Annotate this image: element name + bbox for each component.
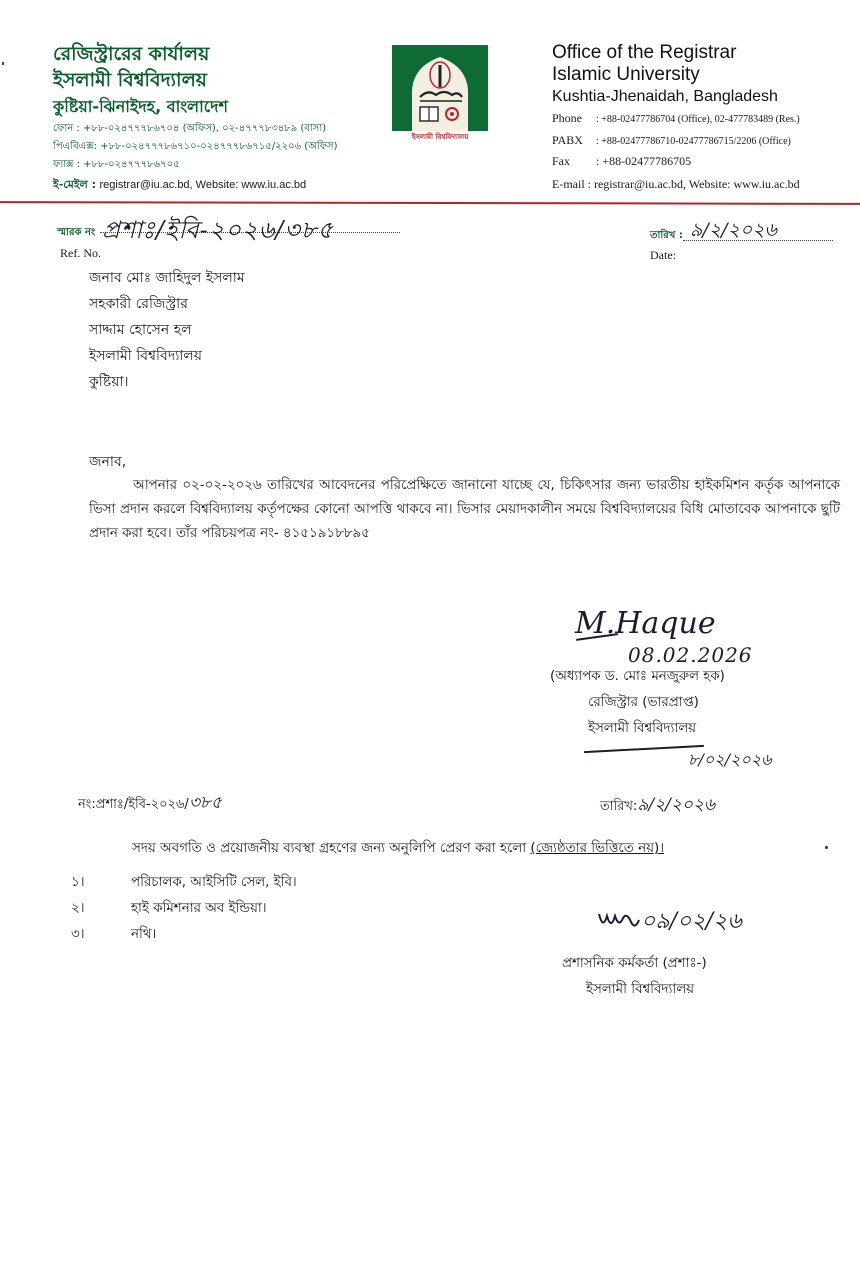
recipient-item: হাই কমিশনার অব ইন্ডিয়া। [131,901,267,916]
fax-value: : +88-02477786705 [596,154,692,168]
letterhead-fax-en [552,154,691,169]
ref-label-en: Ref. No. [60,246,101,260]
letterhead-office-bn: রেজিস্ট্রারের কার্যালয় [53,43,210,65]
letterhead-office-en: Office of the Registrar [552,42,737,63]
recipient-number: ২। [71,901,85,916]
initial-date: ৮/০২/২০২৬ [688,750,772,769]
pabx-value: : +88-02477786710-02477786715/2206 (Office) [596,136,791,147]
letterhead-email-en: E-mail : registrar@iu.ac.bd, Website: www.iu.ac.bd [552,177,800,191]
officer-signature-date: ০৯/০২/২৬ [641,909,742,934]
salutation: জনাব, [89,454,127,470]
letter-body [89,474,840,546]
copy-date [600,792,715,820]
logo-caption: ইসলামী বিশ্ববিদ্যালয় [411,133,469,141]
copy-date-label: তারিখ: [600,799,638,814]
ref-number-handwritten: প্রশাঃ/ইবি-২০২৬/৩৮৫ [102,216,335,244]
ref-label-bn: স্মারক নং [57,227,96,238]
date-handwritten: ৯/২/২০২৬ [690,219,777,241]
phone-value: : +88-02477786704 (Office), 02-477783489 (Res.) [596,114,800,125]
scan-mark [2,62,4,65]
letterhead-email-bn [53,176,306,195]
stray-dot [825,846,828,849]
copy-ref-prefix: নং:প্রশাঃ/ইবি-২০২৬/ [78,797,189,812]
officer-signature-scribble-icon [597,908,641,936]
date-label-bn: তারিখ : [650,230,683,241]
email-label-bn: ই-মেইল : [53,178,97,191]
registrar-institution: ইসলামী বিশ্ববিদ্যালয় [588,721,697,736]
officer-designation: প্রশাসনিক কর্মকর্তা (প্রশাঃ-) [562,956,707,971]
addressee-line: জনাব মোঃ জাহিদুল ইসলাম [89,270,245,286]
email-value: registrar@iu.ac.bd, Website: www.iu.ac.bd [99,179,307,191]
letterhead-pabx-bn: পিএবিএক্স: +৮৮-০২৪৭৭৭৮৬৭১০-০২৪৭৭৭৮৬৭১৫/২২০৬ (অফিস) [53,141,338,152]
logo-emblem-icon [392,45,488,145]
letterhead-divider [0,201,860,205]
letterhead-phone-en [552,111,800,126]
copy-ref-handwritten: ৩৮৫ [188,793,222,813]
university-logo [392,45,488,145]
addressee-line: সাদ্দাম হোসেন হল [89,322,192,338]
registrar-signature: M.Haque [575,606,716,641]
letterhead-location-en: Kushtia-Jhenaidah, Bangladesh [552,88,778,105]
officer-signature [597,904,742,941]
letterhead-phone-bn: ফোন : +৮৮-০২৪৭৭৭৮৬৭০৪ (অফিস), ০২-৪৭৭৭৮৩৪৮৯ (বাসা) [53,123,327,134]
letterhead-university-en: Islamic University [552,64,700,85]
pabx-label: PABX [552,133,583,147]
officer-institution: ইসলামী বিশ্ববিদ্যালয় [586,982,695,997]
letterhead-fax-bn: ফ্যাক্স : +৮৮-০২৪৭৭৭৮৬৭০৫ [53,159,180,170]
addressee-line: কুষ্টিয়া। [89,374,129,390]
letterhead-university-bn: ইসলামী বিশ্ববিদ্যালয় [53,69,207,91]
date-label-en: Date: [650,248,676,262]
copy-ref-number [78,790,222,818]
addressee-line: সহকারী রেজিস্ট্রার [89,296,188,312]
registrar-signature-date: 08.02.2026 [628,643,753,667]
recipient-number: ৩। [71,927,85,942]
letter-body-text: আপনার ০২-০২-২০২৬ তারিখের আবেদনের পরিপ্রেক্ষিতে জানানো যাচ্ছে যে, চিকিৎসার জন্য ভারতীয় হাইকমিশন কর্তৃক আপনাকে ভিসা প্রদান করলে বিশ্ববিদ্যালয় কর্তৃপক্ষের কোনো আপত্তি থাকবে না। ভিসার মেয়াদকালীন সময়ে বিশ্ববিদ্যালয়ের বিধি মোতাবেক আপনাকে ছুটি প্রদান করা হবে। তাঁর পরিচয়পত্র নং- ৪১৫১৯১৮৮৯৫ [89,478,840,541]
letterhead-pabx-en [552,133,791,148]
initial-stroke [584,745,704,753]
recipient-item: নথি। [131,927,157,942]
fax-label: Fax [552,154,570,168]
letterhead-location-bn: কুষ্টিয়া-ঝিনাইদহ, বাংলাদেশ [53,97,229,116]
copy-intro [132,838,664,860]
phone-label: Phone [552,111,582,125]
copy-date-handwritten: ৯/২/২০২৬ [637,795,716,815]
registrar-designation: রেজিস্ট্রার (ভারপ্রাপ্ত) [588,695,699,710]
recipient-number: ১। [71,875,85,890]
addressee-line: ইসলামী বিশ্ববিদ্যালয় [89,348,202,364]
recipient-item: পরিচালক, আইসিটি সেল, ইবি। [131,875,297,890]
copy-intro-underlined: (জ্যেষ্ঠতার ভিত্তিতে নয়)। [530,841,664,856]
copy-intro-text: সদয় অবগতি ও প্রয়োজনীয় ব্যবস্থা গ্রহণের জন্য অনুলিপি প্রেরণ করা হলো [132,841,531,856]
registrar-name: (অধ্যাপক ড. মোঃ মনজুরুল হক) [550,669,725,684]
